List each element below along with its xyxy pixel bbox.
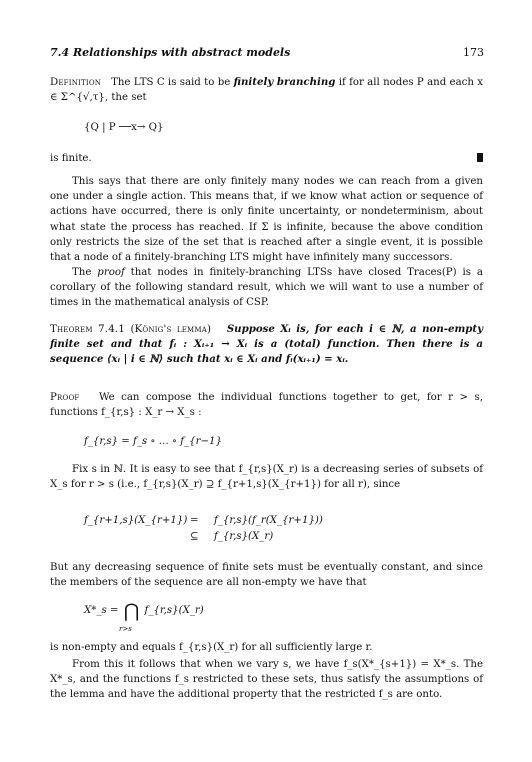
align-equals: = (190, 515, 199, 526)
paragraph-1 (50, 174, 483, 265)
align-rhs-1: f_{r,s}(f_r(X_{r+1})) (214, 515, 323, 526)
proof-paragraph-4 (50, 640, 483, 655)
definition-text-after: if for all nodes P and each x ∈ Σ^{√,τ}, the set (50, 77, 483, 104)
definition-text-before: The LTS C is said to be (111, 77, 231, 88)
proof-paragraph-4-text: is non-empty and equals f_{r,s}(X_r) for all sufficiently large r. (50, 642, 373, 653)
definition-closing (50, 151, 483, 166)
definition-formula: {Q | P ──x→ Q} (84, 122, 164, 133)
proof-paragraph-5-text: From this it follows that when we vary s, we have f_s(X*_{s+1}) = X*_s. The X*_s, and the functions f_s restricted to these sets, thus satisfy the assumptions of the lemma and have the additional property that the restricted f_s are onto. (50, 659, 483, 701)
intersection-lhs: X*_s = (84, 605, 119, 616)
paragraph-2-proof-word: proof (97, 267, 125, 278)
theorem-statement: Suppose Xᵢ is, for each i ∈ ℕ, a non-empty finite set and that fᵢ : Xᵢ₊₁ → Xᵢ is a (total) function. Then there is a sequence ⟨xᵢ | i ∈ ℕ⟩ such that xᵢ ∈ Xᵢ and fᵢ(xᵢ₊₁) = xᵢ. (50, 323, 483, 366)
proof-intro (50, 390, 483, 420)
theorem-label: Theorem 7.4.1 (König's lemma) (50, 324, 212, 335)
proof-paragraph-3-text: But any decreasing sequence of finite sets must be eventually constant, and since the members of the sequence are all non-empty we have that (50, 562, 483, 589)
proof-paragraph-5 (50, 657, 483, 703)
definition-block (50, 75, 483, 105)
paragraph-1-text: This says that there are only finitely many nodes we can reach from a given one under a single action. This means that, if we know what action or sequence of actions have occurred, there is only finite uncertainty, or nondeterminism, about what state the process has reached. If Σ is infinite, because the above condition only restricts the size of the set that is reached after a single event, it is possible that a node of a finitely-branching LTS might have infinitely many successors. (50, 176, 483, 264)
intersection-formula (84, 600, 204, 622)
proof-paragraph-2-text: Fix s in ℕ. It is easy to see that f_{r,s}(X_r) is a decreasing series of subsets of X_s for r > s (i.e., f_{r,s}(X_r) ⊇ f_{r+1,s}(X_{r+1}) for all r), since (50, 464, 483, 491)
section-title: 7.4 Relationships with abstract models (50, 46, 291, 59)
theorem-block (50, 322, 483, 368)
paragraph-2 (50, 265, 483, 311)
align-subset: ⊆ (190, 531, 199, 542)
intersection-symbol: ⋂ (123, 600, 140, 622)
paragraph-2-prefix: The (72, 267, 92, 278)
paragraph-2-rest: that nodes in finitely-branching LTSs have closed Traces(P) is a corollary of the following standard result, which we will want to use a number of times in the mathematical analysis of CSP. (50, 267, 483, 309)
page-number: 173 (463, 46, 484, 59)
proof-paragraph-3 (50, 560, 483, 590)
proof-line-1: We can compose the individual functions together to get, for r > s, functions f_{r,s} : X_r → X_s : (50, 392, 484, 419)
running-header (50, 46, 484, 60)
definition-closing-text: is finite. (50, 153, 92, 164)
intersection-rhs: f_{r,s}(X_r) (144, 605, 204, 616)
intersection-index: r>s (119, 625, 132, 633)
end-of-definition-mark (477, 153, 483, 162)
align-lhs: f_{r+1,s}(X_{r+1}) (84, 515, 188, 526)
definition-label: Definition (50, 77, 102, 88)
align-rhs-2: f_{r,s}(X_r) (214, 531, 274, 542)
proof-formula-1: f_{r,s} = f_s ∘ … ∘ f_{r−1} (84, 436, 222, 447)
proof-paragraph-2 (50, 462, 483, 492)
definition-term: finitely branching (233, 76, 336, 88)
proof-label: Proof (50, 392, 80, 403)
